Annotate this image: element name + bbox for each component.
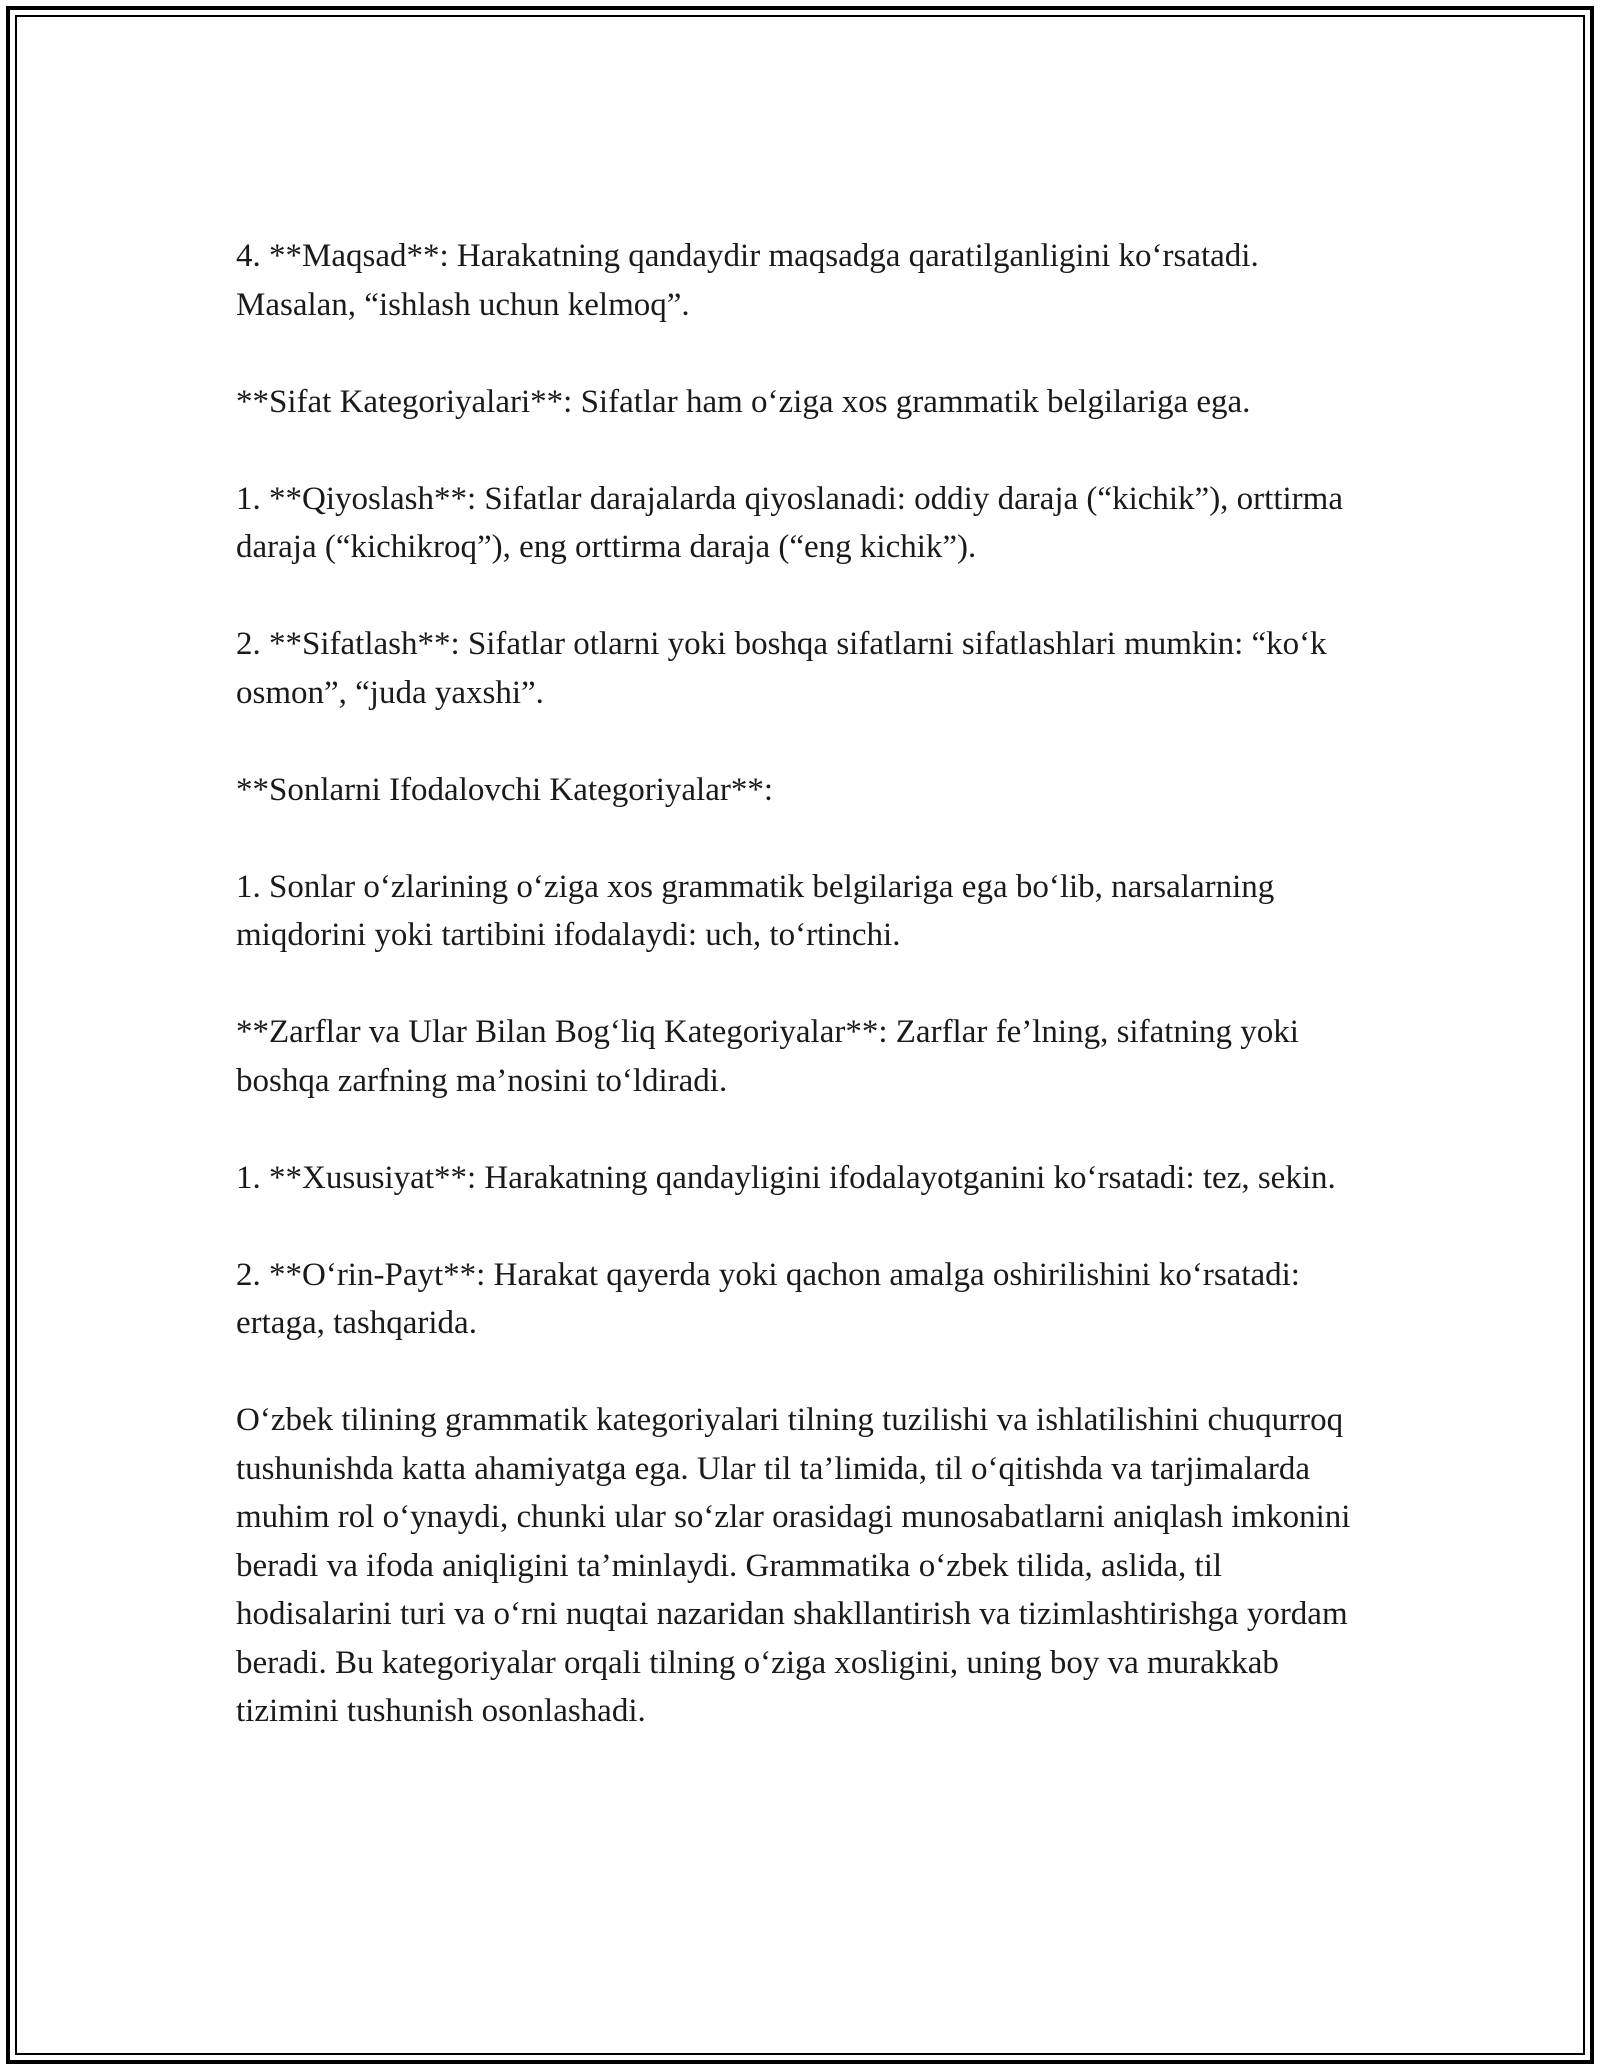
paragraph-zarflar: **Zarflar va Ular Bilan Bog‘liq Kategoriyalar**: Zarflar fe’lning, sifatning yoki boshqa zarfning ma’nosini to‘ldiradi.: [236, 1014, 1299, 1099]
document-body: [236, 232, 1386, 1736]
paragraph-orin-payt: 2. **O‘rin-Payt**: Harakat qayerda yoki qachon amalga oshirilishini ko‘rsatadi: ertaga, tashqarida.: [236, 1256, 1300, 1341]
paragraph-xususiyat: 1. **Xususiyat**: Harakatning qandayligini ifodalayotganini ko‘rsatadi: tez, sekin.: [236, 1159, 1336, 1196]
paragraph-sifat-kategoriyalari: **Sifat Kategoriyalari**: Sifatlar ham o‘ziga xos grammatik belgilariga ega.: [236, 383, 1251, 420]
paragraph-qiyoslash: 1. **Qiyoslash**: Sifatlar darajalarda qiyoslanadi: oddiy daraja (“kichik”), orttirma daraja (“kichikroq”), eng orttirma daraja (“eng kichik”).: [236, 480, 1343, 565]
paragraph-sonlar: 1. Sonlar o‘zlarining o‘ziga xos grammatik belgilariga ega bo‘lib, narsalarning miqdorini yoki tartibini ifodalaydi: uch, to‘rtinchi.: [236, 868, 1275, 953]
paragraph-maqsad: 4. **Maqsad**: Harakatning qandaydir maqsadga qaratilganligini ko‘rsatadi. Masalan, “ishlash uchun kelmoq”.: [236, 238, 1259, 323]
paragraph-sonlar-heading: **Sonlarni Ifodalovchi Kategoriyalar**:: [236, 771, 774, 808]
paragraph-conclusion: O‘zbek tilining grammatik kategoriyalari tilning tuzilishi va ishlatilishini chuqurroq tushunishda katta ahamiyatga ega. Ular til ta’limida, til o‘qitishda va tarjimalarda muhim rol o‘ynaydi, chunki ular so‘zlar orasidagi munosabatlarni aniqlash imkonini beradi va ifoda aniqligini ta’minlaydi. Grammatika o‘zbek tilida, aslida, til hodisalarini turi va o‘rni nuqtai nazaridan shakllantirish va tizimlashtirishga yordam beradi. Bu kategoriyalar orqali tilning o‘ziga xosligini, uning boy va murakkab tizimini tushunish osonlashadi.: [236, 1402, 1351, 1729]
paragraph-sifatlash: 2. **Sifatlash**: Sifatlar otlarni yoki boshqa sifatlarni sifatlashlari mumkin: “ko‘k osmon”, “juda yaxshi”.: [236, 626, 1327, 711]
